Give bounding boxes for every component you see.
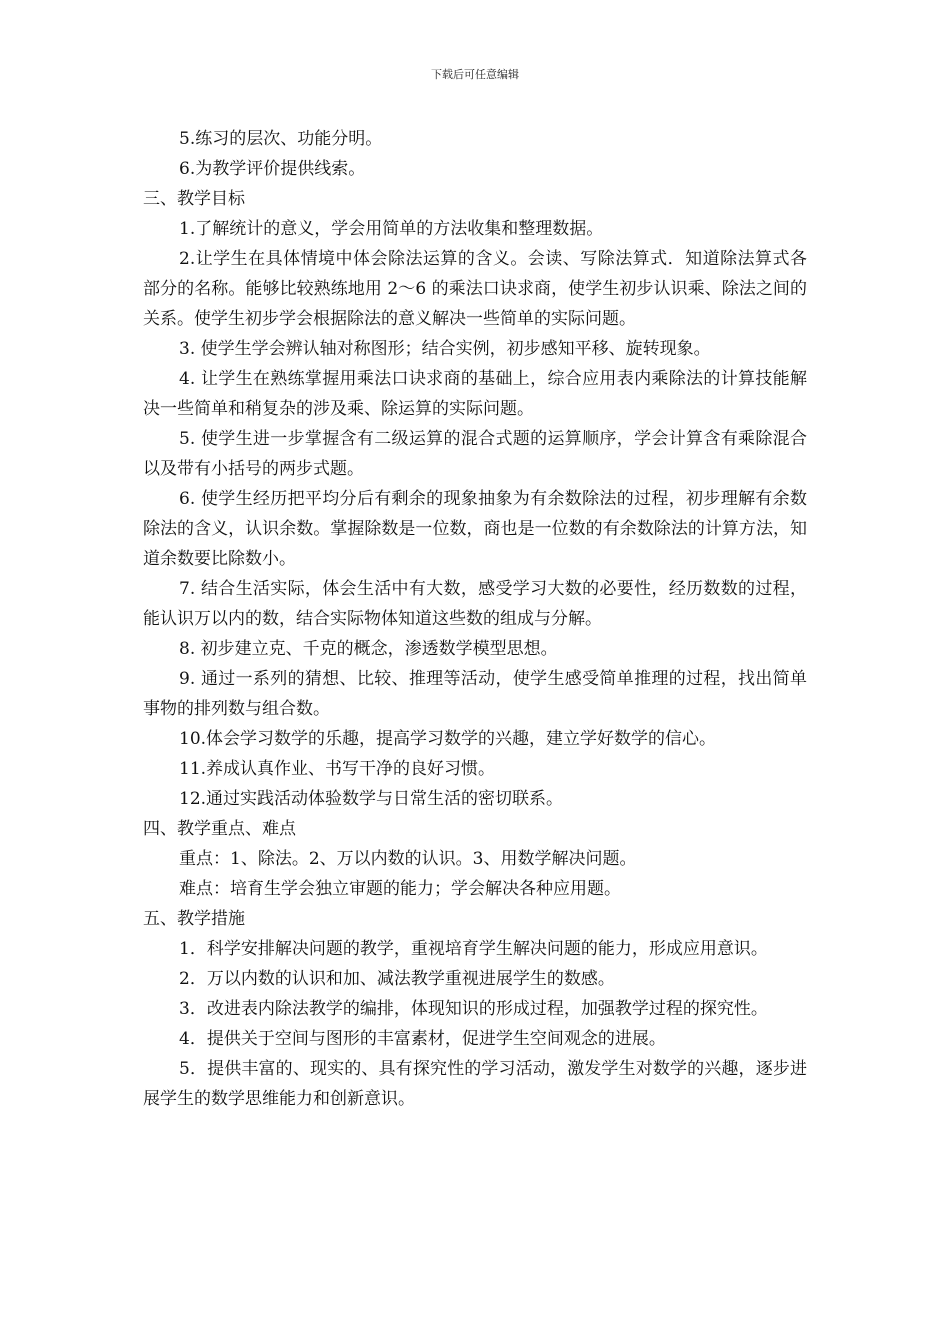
- list-item: 3．改进表内除法教学的编排，体现知识的形成过程，加强教学过程的探究性。: [179, 999, 768, 1019]
- list-item: 10.体会学习数学的乐趣，提高学习数学的兴趣，建立学好数学的信心。: [179, 729, 717, 749]
- list-item: 8. 初步建立克、千克的概念，渗透数学模型思想。: [179, 639, 558, 659]
- section-heading: 四、教学重点、难点: [143, 819, 296, 839]
- list-item: 2.让学生在具体情境中体会除法运算的含义。会读、写除法算式．知道除法算式各部分的名称。能够比较熟练地用 2～6 的乘法口诀求商，使学生初步认识乘、除法之间的关系。使学生初步学会根据除法的意义解决一些简单的实际问题。: [143, 249, 807, 329]
- list-item: 7. 结合生活实际，体会生活中有大数，感受学习大数的必要性，经历数数的过程，能认识万以内的数，结合实际物体知道这些数的组成与分解。: [143, 579, 807, 629]
- section-heading: 五、教学措施: [143, 909, 245, 929]
- list-item: 4. 让学生在熟练掌握用乘法口诀求商的基础上，综合应用表内乘除法的计算技能解决一些简单和稍复杂的涉及乘、除运算的实际问题。: [143, 369, 807, 419]
- list-item: 5. 使学生进一步掌握含有二级运算的混合式题的运算顺序，学会计算含有乘除混合以及带有小括号的两步式题。: [143, 429, 807, 479]
- list-item: 6.为教学评价提供线索。: [179, 159, 366, 179]
- key-points-text: 重点：1、除法。2、万以内数的认识。3、用数学解决问题。: [179, 849, 637, 869]
- list-item: 9. 通过一系列的猜想、比较、推理等活动，使学生感受简单推理的过程，找出简单事物的排列数与组合数。: [143, 669, 807, 719]
- list-item: 12.通过实践活动体验数学与日常生活的密切联系。: [179, 789, 564, 809]
- list-item: 5．提供丰富的、现实的、具有探究性的学习活动，激发学生对数学的兴趣，逐步进展学生的数学思维能力和创新意识。: [143, 1059, 807, 1109]
- document-body: [143, 124, 807, 1114]
- list-item: 2．万以内数的认识和加、减法教学重视进展学生的数感。: [179, 969, 615, 989]
- section-heading: 三、教学目标: [143, 189, 245, 209]
- difficulties-text: 难点：培育生学会独立审题的能力；学会解决各种应用题。: [179, 879, 621, 899]
- list-item: 3. 使学生学会辨认轴对称图形；结合实例，初步感知平移、旋转现象。: [179, 339, 711, 359]
- page-header-note: 下载后可任意编辑: [431, 68, 519, 81]
- list-item: 5.练习的层次、功能分明。: [179, 129, 383, 149]
- list-item: 1.了解统计的意义，学会用简单的方法收集和整理数据。: [179, 219, 604, 239]
- list-item: 6. 使学生经历把平均分后有剩余的现象抽象为有余数除法的过程，初步理解有余数除法的含义，认识余数。掌握除数是一位数，商也是一位数的有余数除法的计算方法，知道余数要比除数小。: [143, 489, 807, 569]
- list-item: 11.养成认真作业、书写干净的良好习惯。: [179, 759, 496, 779]
- list-item: 4．提供关于空间与图形的丰富素材，促进学生空间观念的进展。: [179, 1029, 666, 1049]
- list-item: 1．科学安排解决问题的教学，重视培育学生解决问题的能力，形成应用意识。: [179, 939, 768, 959]
